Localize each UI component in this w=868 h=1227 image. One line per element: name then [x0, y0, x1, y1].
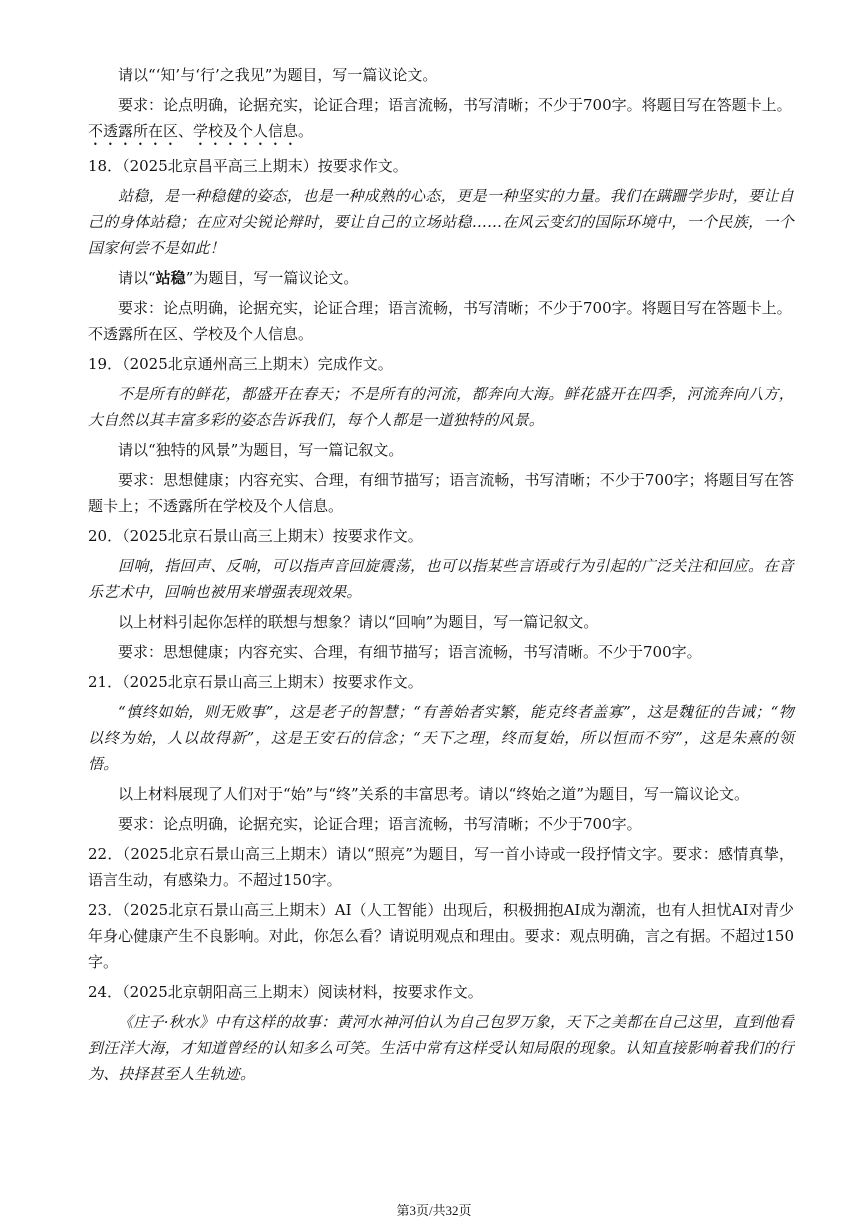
question-18-requirements-cont: 不透露所在区、学校及个人信息。 — [88, 325, 314, 343]
question-24-heading: 24．（2025北京朝阳高三上期末）阅读材料，按要求作文。 — [88, 983, 483, 1001]
question-22: 22．（2025北京石景山高三上期末）请以“照亮”为题目，写一首小诗或一段抒情文字。要求：感情真挚，语言生动，有感染力。不超过150字。 — [88, 845, 794, 889]
question-18-material: 站稳，是一种稳健的姿态，也是一种成熟的心态，更是一种坚实的力量。我们在蹒跚学步时，要让自己的身体站稳；在应对尖锐论辩时，要让自己的立场站稳……在风云变幻的国际环境中，一个民族，一个国家何尝不是如此！ — [88, 187, 794, 257]
question-23: 23．（2025北京石景山高三上期末）AI（人工智能）出现后，积极拥抱AI成为潮流，也有人担忧AI对青少年身心健康产生不良影响。对此，你怎么看？请说明观点和理由。要求：观点明确，言之有据。不超过150字。 — [88, 901, 794, 971]
q18-task-pre: 请以“ — [118, 269, 156, 287]
question-19-material: 不是所有的鲜花，都盛开在春天；不是所有的河流，都奔向大海。鲜花盛开在四季，河流奔向八方，大自然以其丰富多彩的姿态告诉我们，每个人都是一道独特的风景。 — [88, 385, 794, 429]
question-18-task — [88, 265, 794, 291]
question-21-heading: 21．（2025北京石景山高三上期末）按要求作文。 — [88, 673, 423, 691]
question-20-requirements: 要求：思想健康；内容充实、合理，有细节描写；语言流畅，书写清晰。不少于700字。 — [118, 643, 702, 661]
question-21-task: 以上材料展现了人们对于“始”与“终”关系的丰富思考。请以“终始之道”为题目，写一篇议论文。 — [118, 785, 750, 803]
question-19-requirements: 要求：思想健康；内容充实、合理，有细节描写；语言流畅，书写清晰；不少于700字；将题目写在答题卡上；不透露所在学校及个人信息。 — [88, 471, 794, 515]
question-18-heading: 18．（2025北京昌平高三上期末）按要求作文。 — [88, 157, 408, 175]
prompt-task: 请以“‘知’与‘行’之我见”为题目，写一篇议论文。 — [118, 66, 438, 84]
question-24-material: 《庄子·秋水》中有这样的故事：黄河水神河伯认为自己包罗万象，天下之美都在自己这里，直到他看到汪洋大海，才知道曾经的认知多么可笑。生活中常有这样受认知局限的现象。认知直接影响着我们的行为、抉择甚至人生轨迹。 — [88, 1013, 794, 1083]
question-21-material: “慎终如始，则无败事”，这是老子的智慧；“有善始者实繁，能克终者盖寡”，这是魏征的告诫；“物以终为始，人以故得新”，这是王安石的信念；“天下之理，终而复始，所以恒而不穷”，这是朱熹的领悟。 — [88, 703, 794, 773]
question-19-task: 请以“独特的风景”为题目，写一篇记叙文。 — [118, 441, 404, 459]
question-20-task: 以上材料引起你怎样的联想与想象？请以“回响”为题目，写一篇记叙文。 — [118, 613, 599, 631]
question-21-requirements: 要求：论点明确，论据充实，论证合理；语言流畅，书写清晰；不少于700字。 — [118, 815, 642, 833]
question-18-requirements: 要求：论点明确，论据充实，论证合理；语言流畅，书写清晰；不少于700字。将题目写在答题卡上。 — [118, 299, 792, 317]
document-page — [88, 62, 794, 1091]
q18-task-topic: 站稳 — [155, 269, 186, 287]
prompt-requirements-cont — [88, 118, 794, 149]
page-number-footer: 第3页/共32页 — [396, 1203, 472, 1218]
question-19-heading: 19．（2025北京通州高三上期末）完成作文。 — [88, 355, 393, 373]
privacy-note: 不透露所在区、学校及个人信息。 — [88, 122, 314, 140]
prompt-requirements: 要求：论点明确，论据充实，论证合理；语言流畅，书写清晰；不少于700字。将题目写在答题卡上。 — [118, 96, 792, 114]
question-20-material: 回响，指回声、反响，可以指声音回旋震荡，也可以指某些言语或行为引起的广泛关注和回应。在音乐艺术中，回响也被用来增强表现效果。 — [88, 557, 794, 601]
question-20-heading: 20．（2025北京石景山高三上期末）按要求作文。 — [88, 527, 423, 545]
q18-task-post: ”为题目，写一篇议论文。 — [185, 269, 359, 287]
